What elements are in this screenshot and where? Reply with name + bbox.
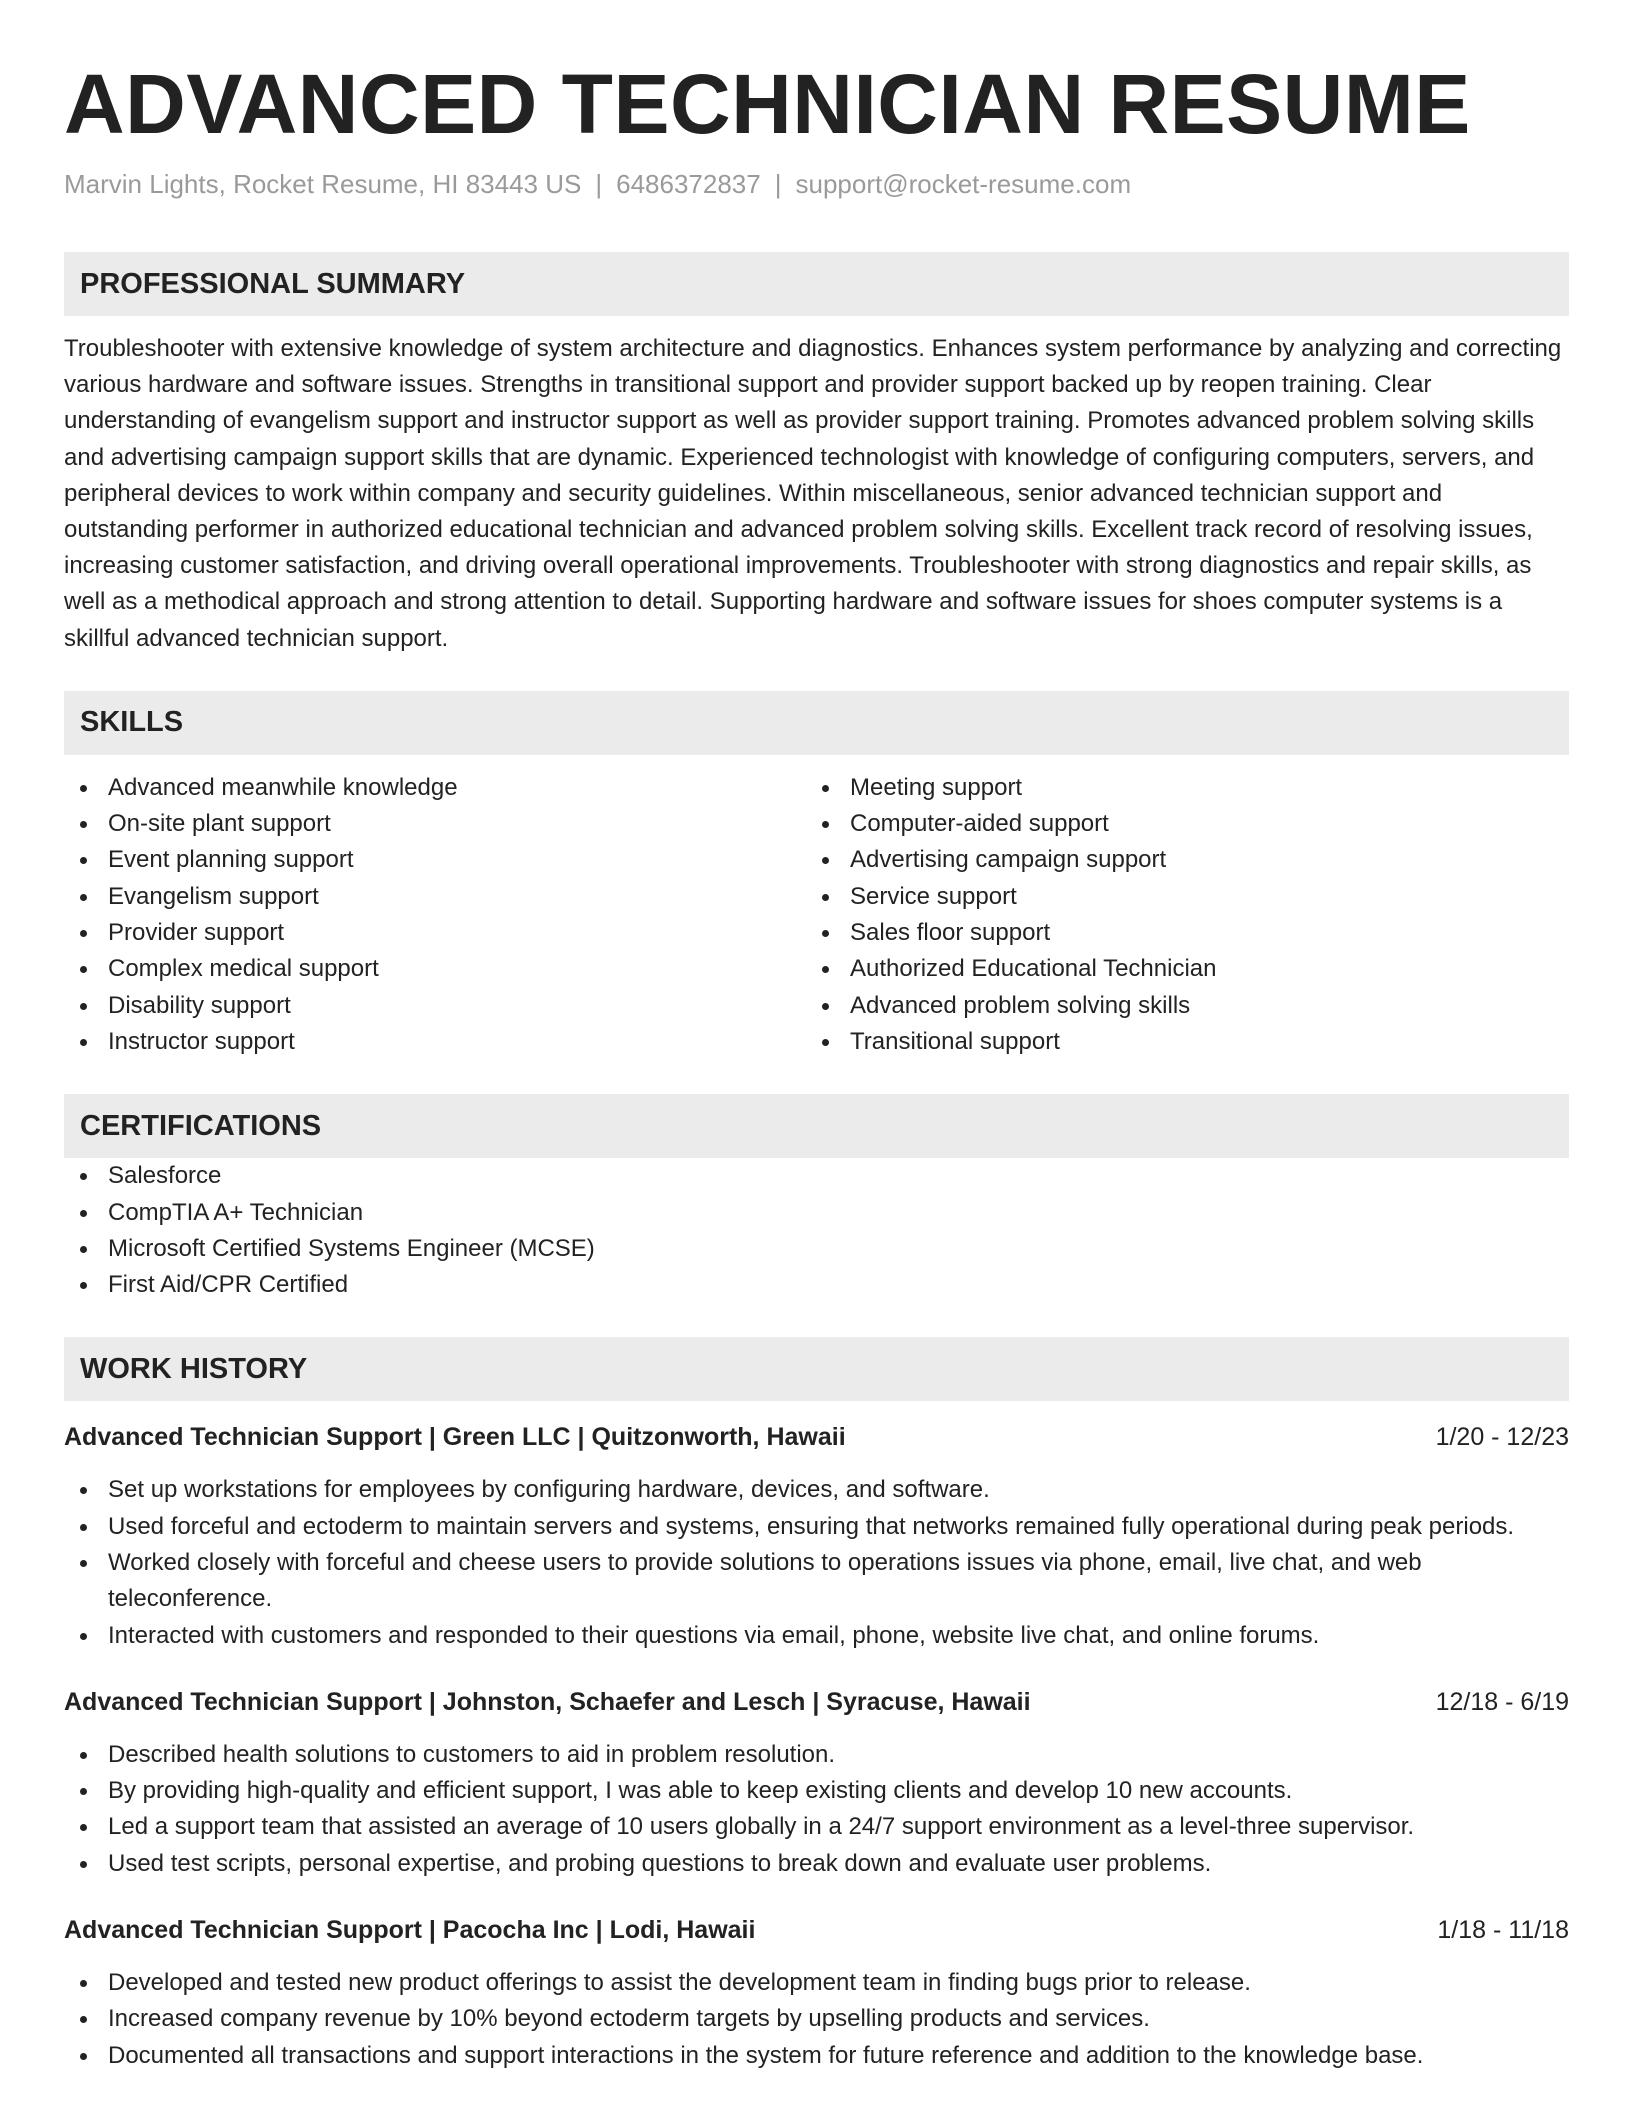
skills-list-left [64,770,806,1060]
summary-text: Troubleshooter with extensive knowledge of system architecture and diagnostics. Enhances system performance by analyzing and correcting various hardware and software issues. Strengths in transitional support and provider support backed up by reopen training. Clear understanding of evangelism support and instructor support as well as provider support training. Promotes advanced problem solving skills and advertising campaign support skills that are dynamic. Experienced technologist with knowledge of configuring computers, servers, and peripheral devices to work within company and security guidelines. Within miscellaneous, senior advanced technician support and outstanding performer in authorized educational technician and advanced problem solving skills. Excellent track record of resolving issues, increasing customer satisfaction, and driving overall operational improvements. Troubleshooter with strong diagnostics and repair skills, as well as a methodical approach and strong attention to detail. Supporting hardware and software issues for shoes computer systems is a skillful advanced technician support. [64,335,1562,652]
skill-item: Transitional support [806,1024,1548,1060]
contact-separator: | [774,169,782,199]
certification-item: CompTIA A+ Technician [64,1195,1569,1231]
job-title: Advanced Technician Support | Green LLC | Quitzonworth, Hawaii [64,1423,846,1452]
job-header [64,1912,1569,1948]
skill-item: Service support [806,879,1548,915]
job-bullet: Increased company revenue by 10% beyond ectoderm targets by upselling products and services. [64,2001,1569,2037]
job-bullet: Set up workstations for employees by configuring hardware, devices, and software. [64,1472,1569,1508]
skill-item: Sales floor support [806,915,1548,951]
skill-item: Authorized Educational Technician [806,951,1548,987]
contact-phone: 6486372837 [616,169,761,199]
section-heading-skills: SKILLS [64,691,1569,755]
job-bullet: Worked closely with forceful and cheese users to provide solutions to operations issues via phone, email, live chat, and web teleconference. [64,1545,1569,1618]
job-bullet: Used test scripts, personal expertise, and probing questions to break down and evaluate user problems. [64,1846,1569,1882]
contact-separator: | [595,169,603,199]
job-dates: 12/18 - 6/19 [1435,1687,1569,1716]
skill-item: Evangelism support [64,879,806,915]
job-bullets [64,1737,1569,1882]
skill-item: Complex medical support [64,951,806,987]
skill-item: Meeting support [806,770,1548,806]
skill-item: Advanced meanwhile knowledge [64,770,806,806]
skill-item: Event planning support [64,842,806,878]
skill-item: Provider support [64,915,806,951]
contact-line [64,166,1569,202]
job-bullet: By providing high-quality and efficient support, I was able to keep existing clients and develop 10 new accounts. [64,1773,1569,1809]
skills-columns [64,770,1569,1060]
skill-item: Computer-aided support [806,806,1548,842]
job-dates: 1/18 - 11/18 [1437,1916,1569,1945]
job-bullet: Used forceful and ectoderm to maintain servers and systems, ensuring that networks remained fully operational during peak periods. [64,1509,1569,1545]
job-header [64,1684,1569,1720]
skill-item: Advanced problem solving skills [806,988,1548,1024]
job-title: Advanced Technician Support | Pacocha Inc | Lodi, Hawaii [64,1916,756,1945]
skills-list-right [806,770,1548,1060]
certifications-list [64,1158,1569,1303]
job-title: Advanced Technician Support | Johnston, Schaefer and Lesch | Syracuse, Hawaii [64,1687,1031,1716]
job-dates: 1/20 - 12/23 [1435,1423,1569,1452]
contact-email: support@rocket-resume.com [795,169,1132,199]
contact-address: Marvin Lights, Rocket Resume, HI 83443 US [64,169,582,199]
skill-item: Advertising campaign support [806,842,1548,878]
certification-item: Salesforce [64,1158,1569,1194]
certification-item: Microsoft Certified Systems Engineer (MCSE) [64,1231,1569,1267]
section-heading-work-history: WORK HISTORY [64,1337,1569,1401]
job-bullets [64,1965,1569,2074]
job-bullet: Developed and tested new product offerings to assist the development team in finding bugs prior to release. [64,1965,1569,2001]
certification-item: First Aid/CPR Certified [64,1267,1569,1303]
job-bullet: Documented all transactions and support interactions in the system for future reference and addition to the knowledge base. [64,2038,1569,2074]
section-heading-certifications: CERTIFICATIONS [64,1094,1569,1158]
job-bullet: Interacted with customers and responded to their questions via email, phone, website live chat, and online forums. [64,1618,1569,1654]
section-heading-summary: PROFESSIONAL SUMMARY [64,252,1569,316]
skill-item: Disability support [64,988,806,1024]
skill-item: Instructor support [64,1024,806,1060]
job-bullet: Described health solutions to customers to aid in problem resolution. [64,1737,1569,1773]
resume-page [64,0,1569,2074]
job-bullets [64,1472,1569,1653]
job-bullet: Led a support team that assisted an average of 10 users globally in a 24/7 support environment as a level-three supervisor. [64,1809,1569,1845]
resume-title: ADVANCED TECHNICIAN RESUME [64,57,1471,151]
skill-item: On-site plant support [64,806,806,842]
job-header [64,1419,1569,1455]
